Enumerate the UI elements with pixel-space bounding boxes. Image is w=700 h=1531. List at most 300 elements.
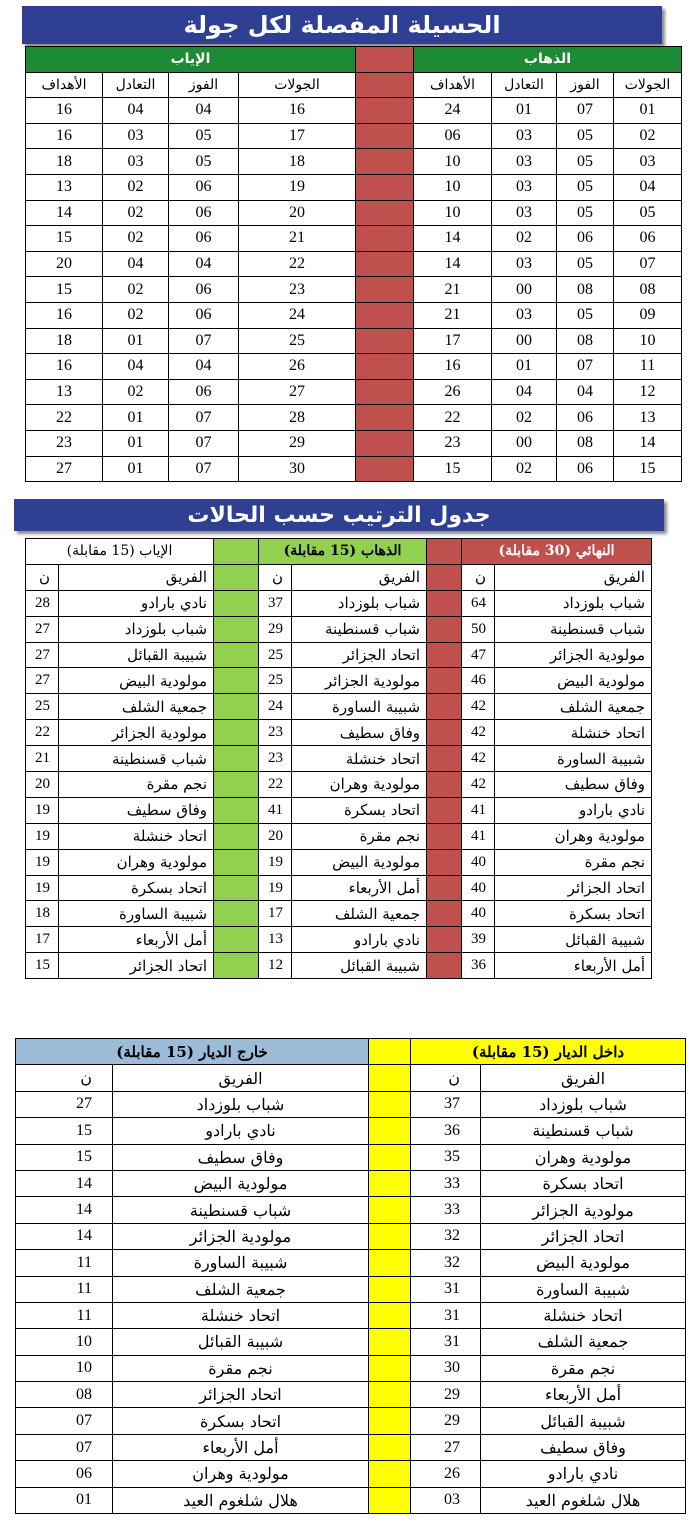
away-team-name: شباب بلوزداد xyxy=(113,1091,369,1117)
separator xyxy=(427,927,462,953)
home-points: 29 xyxy=(411,1382,481,1408)
retour-draws: 04 xyxy=(103,98,169,124)
home-away-row xyxy=(16,1302,686,1328)
aller-points: 25 xyxy=(259,642,292,668)
separator xyxy=(369,1250,411,1276)
aller-team-header: الفريق xyxy=(292,564,427,590)
aller-goals: 16 xyxy=(414,354,492,380)
final-points: 64 xyxy=(462,590,495,616)
aller-round-number: 03 xyxy=(614,149,682,175)
aller-points: 17 xyxy=(259,901,292,927)
home-team-name: اتحاد الجزائر xyxy=(481,1223,686,1249)
separator xyxy=(427,694,462,720)
round-row xyxy=(26,123,682,149)
separator xyxy=(356,328,414,354)
separator xyxy=(369,1170,411,1196)
aller-goals-header: الأهداف xyxy=(414,72,492,98)
retour-draws: 02 xyxy=(103,174,169,200)
retour-points: 21 xyxy=(26,746,59,772)
away-points: 07 xyxy=(16,1434,113,1460)
aller-points: 29 xyxy=(259,616,292,642)
separator xyxy=(427,823,462,849)
aller-wins: 05 xyxy=(557,200,614,226)
home-away-row xyxy=(16,1118,686,1144)
retour-team-name: اتحاد بسكرة xyxy=(59,875,214,901)
home-away-row xyxy=(16,1250,686,1276)
separator xyxy=(356,200,414,226)
round-row xyxy=(26,200,682,226)
separator xyxy=(427,849,462,875)
separator xyxy=(356,47,414,73)
retour-points: 19 xyxy=(26,823,59,849)
home-team-name: نجم مقرة xyxy=(481,1355,686,1381)
retour-team-name: جمعية الشلف xyxy=(59,694,214,720)
retour-points: 27 xyxy=(26,616,59,642)
final-points: 40 xyxy=(462,849,495,875)
retour-goals: 15 xyxy=(26,226,103,252)
aller-draws: 03 xyxy=(492,174,557,200)
aller-team-name: جمعية الشلف xyxy=(292,901,427,927)
separator xyxy=(356,123,414,149)
round-row xyxy=(26,174,682,200)
aller-round-number: 06 xyxy=(614,226,682,252)
separator xyxy=(369,1329,411,1355)
retour-wins: 07 xyxy=(169,456,239,482)
aller-draws: 03 xyxy=(492,200,557,226)
aller-points: 22 xyxy=(259,772,292,798)
final-points: 42 xyxy=(462,694,495,720)
final-team-name: وفاق سطيف xyxy=(495,772,652,798)
rounds-table xyxy=(25,46,682,482)
retour-draws: 03 xyxy=(103,149,169,175)
separator xyxy=(369,1382,411,1408)
home-away-row xyxy=(16,1408,686,1434)
retour-header: الإياب xyxy=(26,47,356,73)
standings-row xyxy=(26,642,682,668)
retour-draws: 01 xyxy=(103,430,169,456)
aller-draws: 03 xyxy=(492,149,557,175)
away-team-header: الفريق xyxy=(113,1065,369,1091)
aller-round-header: الجولات xyxy=(614,72,682,98)
aller-goals: 10 xyxy=(414,149,492,175)
separator xyxy=(369,1065,411,1091)
round-row xyxy=(26,277,682,303)
final-pts-header: ن xyxy=(462,564,495,590)
home-team-name: شباب قسنطينة xyxy=(481,1118,686,1144)
home-team-name: شباب بلوزداد xyxy=(481,1091,686,1117)
aller-goals: 22 xyxy=(414,405,492,431)
aller-team-name: شبيبة القبائل xyxy=(292,953,427,979)
aller-draws: 01 xyxy=(492,98,557,124)
aller-team-name: اتحاد بسكرة xyxy=(292,797,427,823)
aller-draws: 03 xyxy=(492,251,557,277)
separator xyxy=(214,953,259,979)
separator xyxy=(369,1434,411,1460)
away-points: 14 xyxy=(16,1223,113,1249)
separator xyxy=(356,277,414,303)
retour-goals: 27 xyxy=(26,456,103,482)
retour-team-header: الفريق xyxy=(59,564,214,590)
aller-points: 19 xyxy=(259,849,292,875)
aller-wins: 06 xyxy=(557,405,614,431)
aller-round-number: 07 xyxy=(614,251,682,277)
home-points: 29 xyxy=(411,1408,481,1434)
separator xyxy=(427,746,462,772)
away-points: 07 xyxy=(16,1408,113,1434)
home-team-name: مولودية الجزائر xyxy=(481,1197,686,1223)
separator xyxy=(356,174,414,200)
retour-wins: 06 xyxy=(169,302,239,328)
round-row xyxy=(26,456,682,482)
home-points: 30 xyxy=(411,1355,481,1381)
retour-goals: 13 xyxy=(26,379,103,405)
home-points: 03 xyxy=(411,1487,481,1513)
home-points: 36 xyxy=(411,1118,481,1144)
away-team-name: أمل الأربعاء xyxy=(113,1434,369,1460)
final-points: 42 xyxy=(462,746,495,772)
home-points: 35 xyxy=(411,1144,481,1170)
aller-goals: 21 xyxy=(414,302,492,328)
retour-points: 22 xyxy=(26,720,59,746)
retour-points: 19 xyxy=(26,849,59,875)
retour-goals: 18 xyxy=(26,328,103,354)
separator xyxy=(214,642,259,668)
round-row xyxy=(26,251,682,277)
home-pts-header: ن xyxy=(411,1065,481,1091)
separator xyxy=(214,901,259,927)
separator xyxy=(369,1461,411,1487)
aller-points: 37 xyxy=(259,590,292,616)
retour-draws: 04 xyxy=(103,354,169,380)
aller-goals: 14 xyxy=(414,251,492,277)
final-points: 42 xyxy=(462,720,495,746)
aller-wins: 07 xyxy=(557,98,614,124)
final-points: 47 xyxy=(462,642,495,668)
retour-points: 25 xyxy=(26,694,59,720)
home-team-name: شبيبة القبائل xyxy=(481,1408,686,1434)
retour-standings-header: الإياب (15 مقابلة) xyxy=(26,539,214,565)
retour-wins: 07 xyxy=(169,405,239,431)
aller-goals: 10 xyxy=(414,174,492,200)
retour-goals: 20 xyxy=(26,251,103,277)
standings-title: جدول الترتيب حسب الحالات xyxy=(187,502,491,528)
away-team-name: نجم مقرة xyxy=(113,1355,369,1381)
away-team-name: اتحاد الجزائر xyxy=(113,1382,369,1408)
aller-goals: 14 xyxy=(414,226,492,252)
away-points: 08 xyxy=(16,1382,113,1408)
home-points: 26 xyxy=(411,1461,481,1487)
aller-team-name: مولودية وهران xyxy=(292,772,427,798)
standings-row xyxy=(26,849,682,875)
final-points: 46 xyxy=(462,668,495,694)
aller-round-number: 13 xyxy=(614,405,682,431)
home-team-name: نادي بارادو xyxy=(481,1461,686,1487)
retour-wins: 04 xyxy=(169,251,239,277)
retour-points: 19 xyxy=(26,797,59,823)
retour-points: 27 xyxy=(26,668,59,694)
separator xyxy=(214,590,259,616)
retour-goals: 14 xyxy=(26,200,103,226)
aller-points: 23 xyxy=(259,746,292,772)
retour-goals: 18 xyxy=(26,149,103,175)
away-team-name: جمعية الشلف xyxy=(113,1276,369,1302)
aller-wins: 05 xyxy=(557,251,614,277)
separator xyxy=(356,98,414,124)
final-points: 41 xyxy=(462,797,495,823)
home-away-row xyxy=(16,1276,686,1302)
home-team-name: أمل الأربعاء xyxy=(481,1382,686,1408)
home-away-column-headers xyxy=(16,1065,686,1091)
aller-team-name: مولودية الجزائر xyxy=(292,668,427,694)
separator xyxy=(356,149,414,175)
aller-draws: 04 xyxy=(492,379,557,405)
retour-points: 28 xyxy=(26,590,59,616)
aller-draws: 03 xyxy=(492,302,557,328)
aller-round-number: 09 xyxy=(614,302,682,328)
aller-wins: 06 xyxy=(557,226,614,252)
retour-team-name: شبيبة القبائل xyxy=(59,642,214,668)
retour-round-number: 29 xyxy=(239,430,356,456)
aller-draws: 00 xyxy=(492,430,557,456)
standings-row xyxy=(26,953,682,979)
separator xyxy=(427,616,462,642)
aller-header: الذهاب xyxy=(414,47,682,73)
retour-wins: 06 xyxy=(169,174,239,200)
final-team-name: مولودية الجزائر xyxy=(495,642,652,668)
separator xyxy=(356,251,414,277)
standings-row xyxy=(26,720,682,746)
round-row xyxy=(26,98,682,124)
aller-goals: 17 xyxy=(414,328,492,354)
home-away-table xyxy=(15,1038,686,1514)
away-team-name: شبيبة الساورة xyxy=(113,1250,369,1276)
aller-wins: 08 xyxy=(557,277,614,303)
aller-team-name: اتحاد الجزائر xyxy=(292,642,427,668)
retour-wins: 04 xyxy=(169,98,239,124)
aller-draws: 01 xyxy=(492,354,557,380)
separator xyxy=(356,302,414,328)
aller-goals: 15 xyxy=(414,456,492,482)
aller-round-number: 12 xyxy=(614,379,682,405)
separator xyxy=(427,772,462,798)
retour-goals: 16 xyxy=(26,302,103,328)
away-team-name: مولودية البيض xyxy=(113,1170,369,1196)
final-points: 41 xyxy=(462,823,495,849)
separator xyxy=(214,694,259,720)
retour-team-name: مولودية البيض xyxy=(59,668,214,694)
aller-team-name: شباب قسنطينة xyxy=(292,616,427,642)
away-team-name: شبيبة القبائل xyxy=(113,1329,369,1355)
aller-team-name: مولودية البيض xyxy=(292,849,427,875)
separator xyxy=(356,430,414,456)
aller-points: 25 xyxy=(259,668,292,694)
home-team-name: شبيبة الساورة xyxy=(481,1276,686,1302)
final-team-name: شبيبة الساورة xyxy=(495,746,652,772)
retour-team-name: وفاق سطيف xyxy=(59,797,214,823)
final-points: 50 xyxy=(462,616,495,642)
home-away-row xyxy=(16,1223,686,1249)
aller-wins: 04 xyxy=(557,379,614,405)
away-team-name: نادي بارادو xyxy=(113,1118,369,1144)
retour-draws: 01 xyxy=(103,456,169,482)
retour-goals: 13 xyxy=(26,174,103,200)
away-points: 14 xyxy=(16,1197,113,1223)
retour-draws: 04 xyxy=(103,251,169,277)
aller-team-name: وفاق سطيف xyxy=(292,720,427,746)
retour-wins: 05 xyxy=(169,123,239,149)
round-row xyxy=(26,226,682,252)
away-points: 11 xyxy=(16,1276,113,1302)
retour-draws: 02 xyxy=(103,200,169,226)
aller-wins: 05 xyxy=(557,174,614,200)
away-team-name: مولودية الجزائر xyxy=(113,1223,369,1249)
retour-team-name: نجم مقرة xyxy=(59,772,214,798)
separator xyxy=(214,539,259,565)
round-row xyxy=(26,430,682,456)
retour-points: 20 xyxy=(26,772,59,798)
away-points: 27 xyxy=(16,1091,113,1117)
away-team-name: هلال شلغوم العيد xyxy=(113,1487,369,1513)
home-away-row xyxy=(16,1461,686,1487)
final-team-header: الفريق xyxy=(495,564,652,590)
retour-wins: 05 xyxy=(169,149,239,175)
retour-points: 18 xyxy=(26,901,59,927)
away-points: 11 xyxy=(16,1302,113,1328)
separator xyxy=(356,226,414,252)
aller-round-number: 02 xyxy=(614,123,682,149)
aller-goals: 21 xyxy=(414,277,492,303)
away-points: 10 xyxy=(16,1329,113,1355)
round-row xyxy=(26,328,682,354)
home-team-name: جمعية الشلف xyxy=(481,1329,686,1355)
standings-row xyxy=(26,668,682,694)
aller-wins: 05 xyxy=(557,123,614,149)
final-team-name: اتحاد الجزائر xyxy=(495,875,652,901)
aller-round-number: 05 xyxy=(614,200,682,226)
retour-wins: 06 xyxy=(169,200,239,226)
separator xyxy=(427,901,462,927)
home-away-row xyxy=(16,1434,686,1460)
aller-team-name: أمل الأربعاء xyxy=(292,875,427,901)
home-points: 31 xyxy=(411,1276,481,1302)
aller-points: 23 xyxy=(259,720,292,746)
away-team-name: اتحاد خنشلة xyxy=(113,1302,369,1328)
separator xyxy=(369,1039,411,1065)
aller-points: 20 xyxy=(259,823,292,849)
separator xyxy=(214,797,259,823)
aller-team-name: شباب بلوزداد xyxy=(292,590,427,616)
aller-round-number: 15 xyxy=(614,456,682,482)
retour-points: 15 xyxy=(26,953,59,979)
retour-round-number: 28 xyxy=(239,405,356,431)
retour-round-number: 20 xyxy=(239,200,356,226)
aller-points: 41 xyxy=(259,797,292,823)
separator xyxy=(356,456,414,482)
standings-row xyxy=(26,797,682,823)
retour-round-number: 19 xyxy=(239,174,356,200)
away-team-name: اتحاد بسكرة xyxy=(113,1408,369,1434)
separator xyxy=(369,1487,411,1513)
final-team-name: مولودية البيض xyxy=(495,668,652,694)
separator xyxy=(356,354,414,380)
separator xyxy=(214,668,259,694)
retour-round-number: 16 xyxy=(239,98,356,124)
separator xyxy=(214,772,259,798)
aller-round-number: 11 xyxy=(614,354,682,380)
final-team-name: مولودية وهران xyxy=(495,823,652,849)
retour-team-name: مولودية الجزائر xyxy=(59,720,214,746)
separator xyxy=(369,1197,411,1223)
final-team-name: اتحاد بسكرة xyxy=(495,901,652,927)
away-team-name: وفاق سطيف xyxy=(113,1144,369,1170)
round-row xyxy=(26,379,682,405)
home-team-name: وفاق سطيف xyxy=(481,1434,686,1460)
aller-points: 13 xyxy=(259,927,292,953)
retour-draws: 02 xyxy=(103,379,169,405)
aller-draws: 02 xyxy=(492,226,557,252)
final-team-name: اتحاد خنشلة xyxy=(495,720,652,746)
retour-round-number: 18 xyxy=(239,149,356,175)
retour-wins-header: الفوز xyxy=(169,72,239,98)
retour-team-name: شباب بلوزداد xyxy=(59,616,214,642)
separator xyxy=(427,539,462,565)
aller-round-number: 01 xyxy=(614,98,682,124)
final-team-name: نجم مقرة xyxy=(495,849,652,875)
home-team-name: هلال شلغوم العيد xyxy=(481,1487,686,1513)
separator xyxy=(356,405,414,431)
home-team-name: اتحاد خنشلة xyxy=(481,1302,686,1328)
retour-team-name: مولودية وهران xyxy=(59,849,214,875)
standings-row xyxy=(26,927,682,953)
aller-draws: 00 xyxy=(492,277,557,303)
retour-wins: 07 xyxy=(169,328,239,354)
standings-row xyxy=(26,746,682,772)
round-row xyxy=(26,302,682,328)
retour-goals: 23 xyxy=(26,430,103,456)
aller-round-number: 14 xyxy=(614,430,682,456)
retour-goals: 16 xyxy=(26,98,103,124)
aller-standings-header: الذهاب (15 مقابلة) xyxy=(259,539,427,565)
home-team-name: اتحاد بسكرة xyxy=(481,1170,686,1196)
standings-title-banner xyxy=(14,499,664,531)
retour-team-name: اتحاد الجزائر xyxy=(59,953,214,979)
separator xyxy=(356,72,414,98)
aller-draws: 03 xyxy=(492,123,557,149)
home-points: 37 xyxy=(411,1091,481,1117)
retour-round-number: 26 xyxy=(239,354,356,380)
retour-team-name: شبيبة الساورة xyxy=(59,901,214,927)
separator xyxy=(369,1408,411,1434)
final-team-name: شباب قسنطينة xyxy=(495,616,652,642)
aller-points: 19 xyxy=(259,875,292,901)
aller-wins: 06 xyxy=(557,456,614,482)
retour-draws-header: التعادل xyxy=(103,72,169,98)
standings-table xyxy=(25,538,682,979)
separator xyxy=(427,642,462,668)
separator xyxy=(369,1223,411,1249)
home-header: داخل الديار (15 مقابلة) xyxy=(411,1039,686,1065)
home-points: 27 xyxy=(411,1434,481,1460)
away-header: خارج الديار (15 مقابلة) xyxy=(16,1039,369,1065)
retour-draws: 02 xyxy=(103,302,169,328)
retour-round-number: 22 xyxy=(239,251,356,277)
separator xyxy=(214,746,259,772)
retour-draws: 03 xyxy=(103,123,169,149)
retour-goals: 16 xyxy=(26,354,103,380)
standings-column-headers xyxy=(26,564,682,590)
retour-round-number: 27 xyxy=(239,379,356,405)
separator xyxy=(369,1091,411,1117)
